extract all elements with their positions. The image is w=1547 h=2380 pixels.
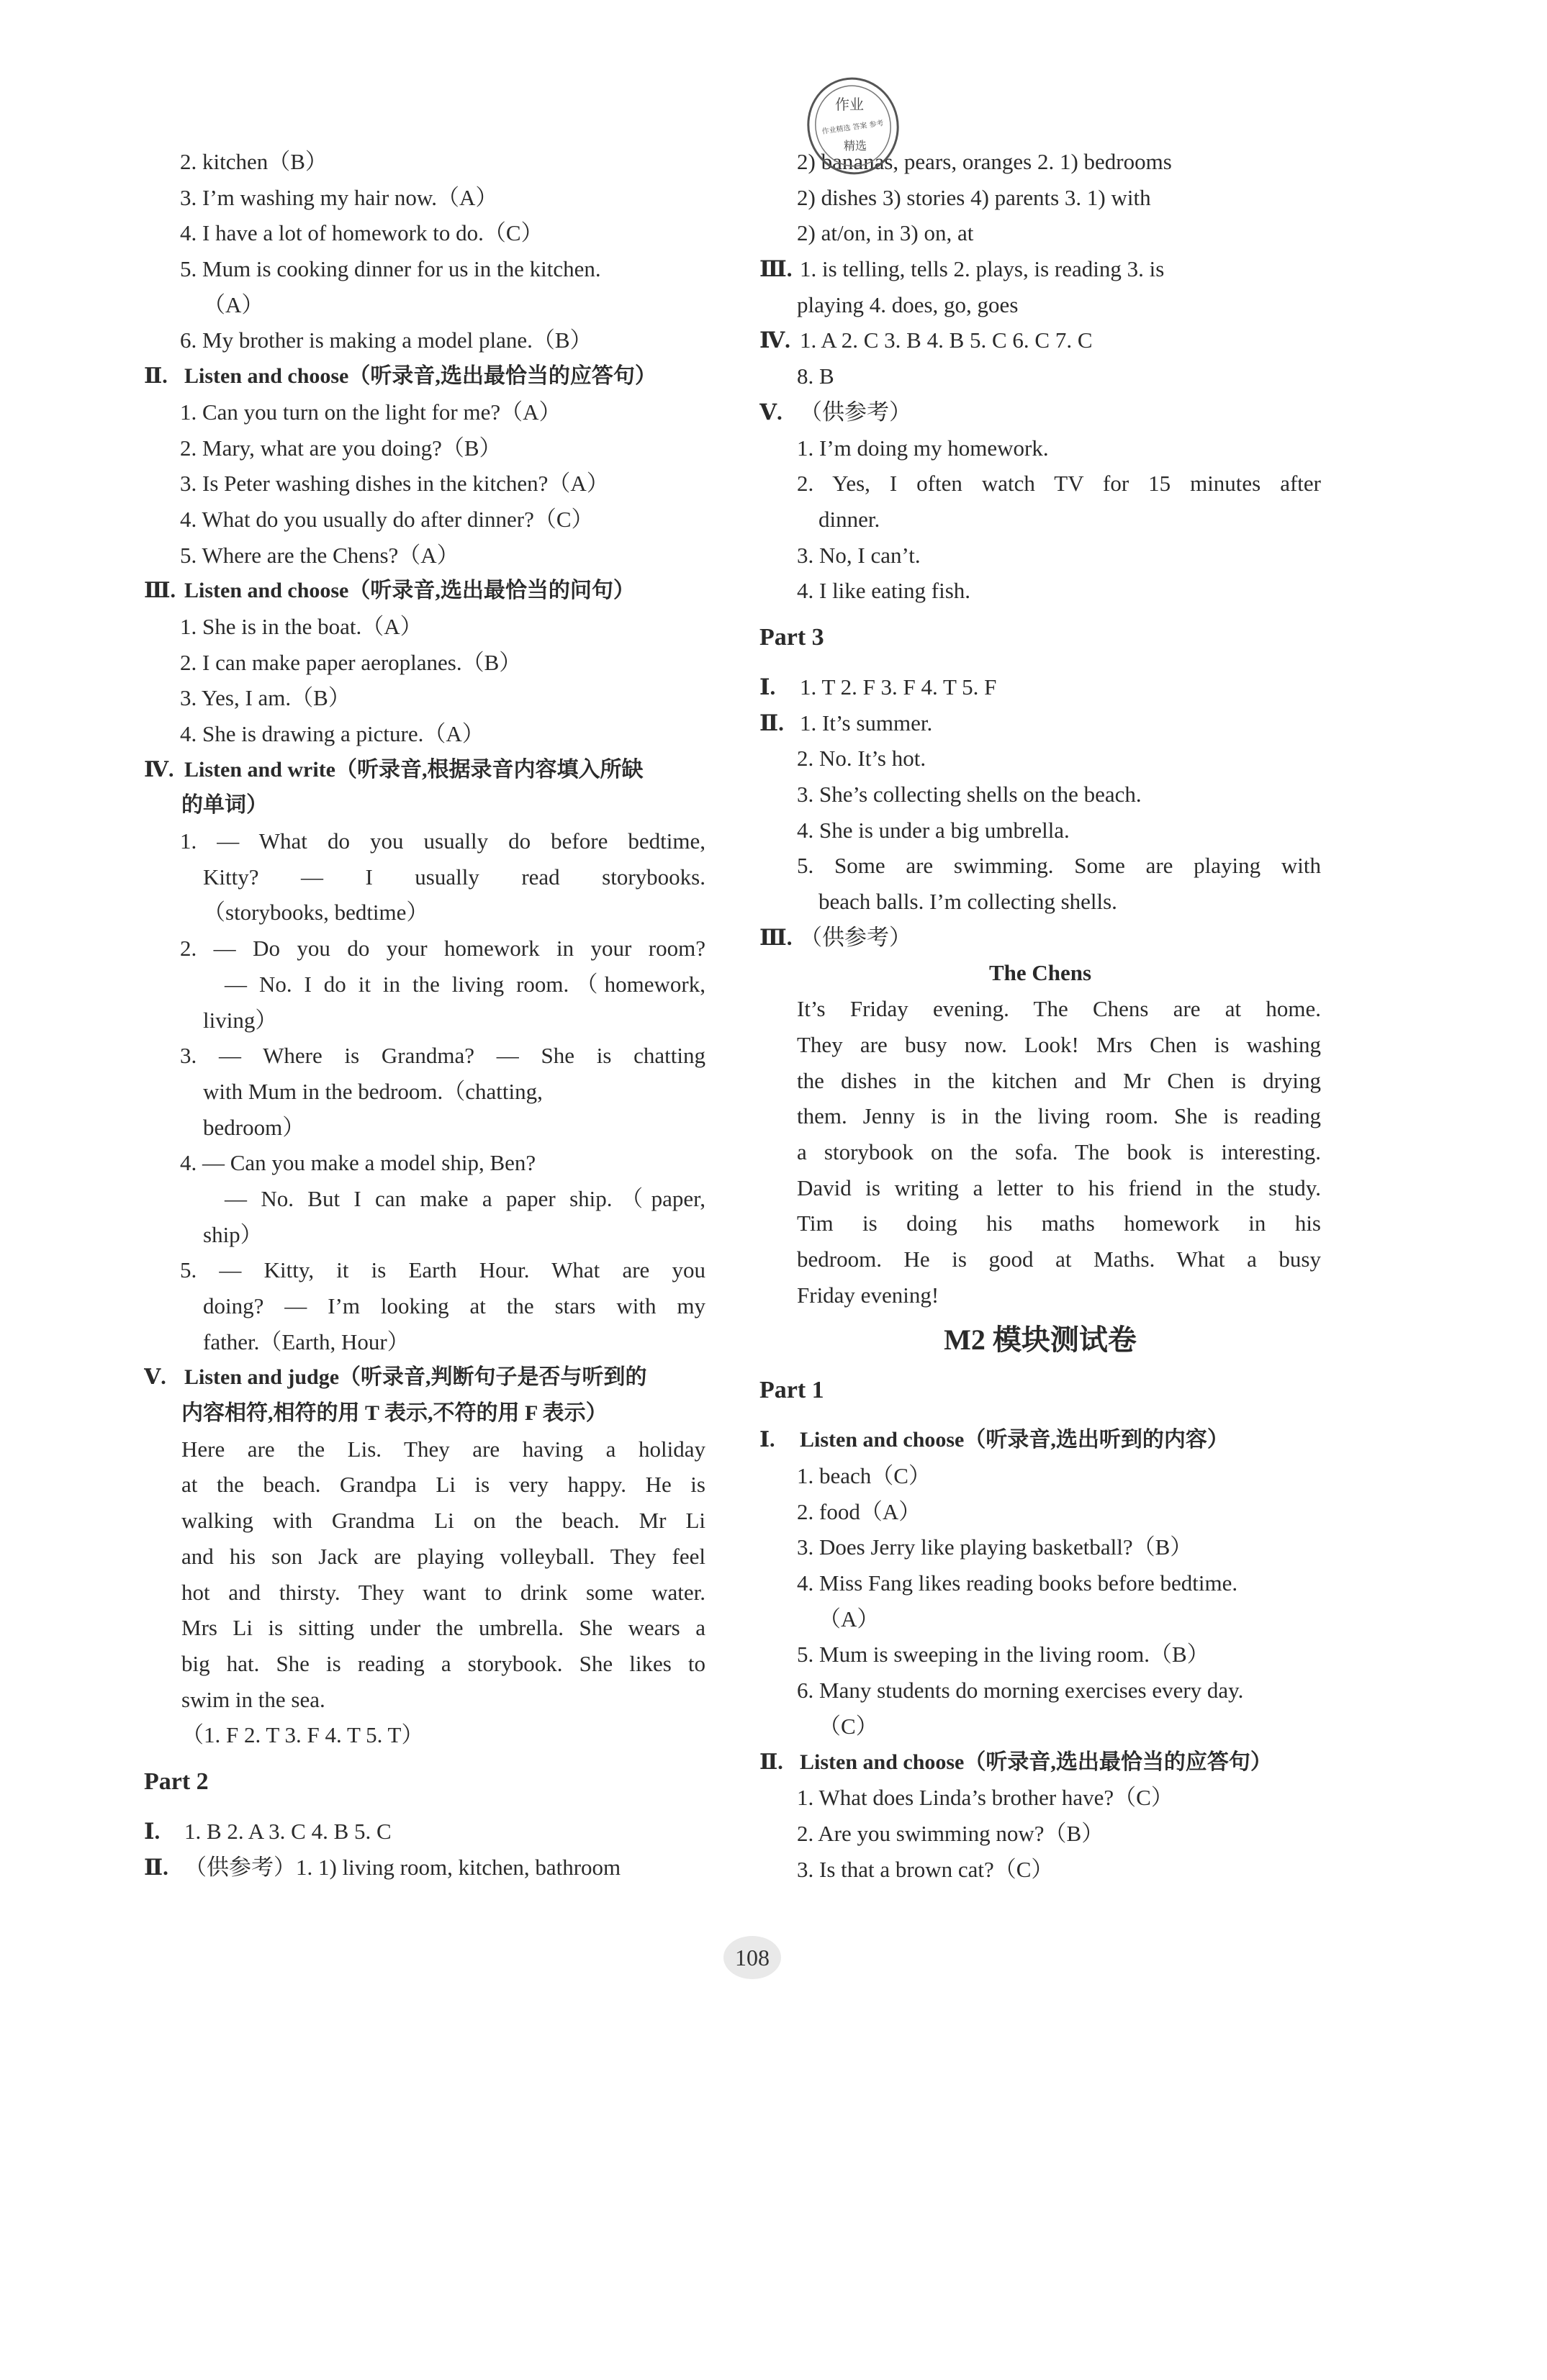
- line-text: 4. She is under a big umbrella.: [797, 817, 1070, 843]
- roman-numeral: Ⅲ.: [759, 924, 793, 950]
- line-text: 5. — Kitty, it is Earth Hour. What are you: [180, 1257, 705, 1283]
- line-text: 3. Is that a brown cat?（C）: [797, 1856, 1054, 1882]
- line-text: bedroom）: [203, 1114, 305, 1140]
- answer-line: [759, 466, 1321, 502]
- answer-line: [144, 823, 705, 859]
- roman-numeral: Ⅰ.: [759, 674, 776, 700]
- line-text: （storybooks, bedtime）: [203, 900, 429, 926]
- answer-line: [759, 251, 1321, 287]
- answer-line: [144, 1003, 705, 1039]
- line-text: doing? — I’m looking at the stars with my: [203, 1293, 705, 1318]
- line-text: Part 2: [144, 1768, 209, 1795]
- line-text: with Mum in the bedroom.（chatting,: [203, 1078, 543, 1104]
- line-text: 3. Is Peter washing dishes in the kitchen?（A）: [180, 471, 609, 497]
- line-text: 4. Miss Fang likes reading books before bedtime.: [797, 1570, 1238, 1596]
- answer-line: [759, 1027, 1321, 1063]
- answer-line: [759, 848, 1321, 884]
- answer-line: [759, 1241, 1321, 1277]
- section-title: [759, 1318, 1321, 1362]
- answer-line: [759, 955, 1321, 991]
- answer-line: [759, 741, 1321, 777]
- roman-numeral: Ⅱ.: [759, 1750, 783, 1774]
- answer-line: [144, 1288, 705, 1324]
- roman-numeral: Ⅲ.: [144, 579, 176, 603]
- roman-numeral: Ⅰ.: [759, 1428, 775, 1452]
- line-text: 2. I can make paper aeroplanes.（B）: [180, 649, 522, 675]
- answer-line: [759, 1494, 1321, 1530]
- line-text: and his son Jack are playing volleyball. They feel: [181, 1543, 705, 1569]
- roman-numeral: Ⅱ.: [759, 710, 784, 736]
- line-text: 2. No. It’s hot.: [797, 746, 926, 772]
- line-text: 1. — What do you usually do before bedtime,: [180, 828, 705, 854]
- answer-line: [144, 1110, 705, 1146]
- answer-line: [759, 884, 1321, 920]
- answer-line: [759, 1134, 1321, 1170]
- exercise-heading: [759, 1422, 1321, 1458]
- answer-line: [759, 1063, 1321, 1099]
- exercise-heading: [144, 787, 705, 823]
- part-heading: [759, 616, 1321, 659]
- answer-line: [144, 1814, 705, 1850]
- line-text: 1. B 2. A 3. C 4. B 5. C: [184, 1818, 392, 1844]
- line-text: 1. She is in the boat.（A）: [180, 613, 423, 639]
- answer-line: [759, 1852, 1321, 1888]
- roman-numeral: Ⅰ.: [144, 1818, 161, 1844]
- line-text: father.（Earth, Hour）: [203, 1329, 410, 1354]
- answer-line: [144, 609, 705, 645]
- line-text: 2. — Do you do your homework in your room?: [180, 936, 705, 961]
- line-text: playing 4. does, go, goes: [797, 291, 1019, 317]
- answer-line: [144, 1181, 705, 1217]
- answer-line: [144, 1682, 705, 1718]
- answer-line: [759, 1637, 1321, 1673]
- roman-numeral: Ⅴ.: [144, 1365, 166, 1390]
- part-heading: [144, 1760, 705, 1804]
- answer-line: [759, 358, 1321, 394]
- answer-line: [759, 1673, 1321, 1709]
- stamp-line-1: 作业: [835, 96, 864, 113]
- line-text: Part 1: [759, 1377, 824, 1404]
- line-text: Tim is doing his maths homework in his: [797, 1211, 1321, 1236]
- answer-line: [144, 1610, 705, 1646]
- line-text: Listen and choose（听录音,选出最恰当的应答句）: [184, 364, 657, 389]
- line-text: 2. Are you swimming now?（B）: [797, 1820, 1104, 1846]
- line-text: 3. Yes, I am.（B）: [180, 685, 351, 711]
- roman-numeral: Ⅱ.: [144, 1854, 168, 1880]
- stamp-line-3: 精选: [843, 139, 867, 153]
- line-text: swim in the sea.: [181, 1686, 325, 1712]
- answer-line: [759, 322, 1321, 358]
- answer-line: [759, 180, 1321, 216]
- answer-line: [144, 251, 705, 287]
- answer-line: [759, 538, 1321, 574]
- answer-line: [144, 1503, 705, 1539]
- answer-line: [759, 1170, 1321, 1206]
- line-text: Listen and write（听录音,根据录音内容填入所缺: [184, 757, 644, 782]
- left-column: [144, 144, 705, 1885]
- line-text: 5. Mum is cooking dinner for us in the kitchen.: [180, 256, 601, 282]
- answer-line: [144, 1145, 705, 1181]
- line-text: （供参考）: [800, 924, 911, 950]
- answer-line: [144, 538, 705, 574]
- line-text: 1. Can you turn on the light for me?（A）: [180, 399, 561, 425]
- line-text: bedroom. He is good at Maths. What a busy: [797, 1246, 1321, 1272]
- roman-numeral: Ⅴ.: [759, 399, 782, 425]
- line-text: 内容相符,相符的用 T 表示,不符的用 F 表示）: [181, 1401, 608, 1426]
- answer-line: [759, 1816, 1321, 1852]
- line-text: big hat. She is reading a storybook. She likes to: [181, 1650, 705, 1676]
- answer-line: [759, 1098, 1321, 1134]
- line-text: 2. Mary, what are you doing?（B）: [180, 435, 502, 461]
- line-text: 4. What do you usually do after dinner?（C）: [180, 506, 594, 532]
- answer-line: [144, 1217, 705, 1253]
- exercise-heading: [144, 1359, 705, 1395]
- line-text: （供参考）1. 1) living room, kitchen, bathroom: [184, 1854, 621, 1880]
- line-text: a storybook on the sofa. The book is interesting.: [797, 1139, 1321, 1164]
- line-text: （A）: [818, 1606, 880, 1632]
- answer-line: [759, 920, 1321, 956]
- line-text: 3. Does Jerry like playing basketball?（B）: [797, 1534, 1193, 1560]
- answer-line: [759, 1601, 1321, 1637]
- answer-line: [759, 705, 1321, 741]
- line-text: It’s Friday evening. The Chens are at home.: [797, 996, 1321, 1022]
- answer-line: [144, 287, 705, 323]
- line-text: 8. B: [797, 363, 834, 389]
- answer-line: [759, 573, 1321, 609]
- line-text: 4. — Can you make a model ship, Ben?: [180, 1150, 536, 1176]
- line-text: 4. I like eating fish.: [797, 578, 971, 604]
- answer-line: [144, 1575, 705, 1611]
- answer-line: [759, 215, 1321, 251]
- answer-line: [144, 1717, 705, 1753]
- line-text: （A）: [203, 291, 264, 317]
- answer-line: [144, 394, 705, 430]
- line-text: ship）: [203, 1221, 263, 1247]
- line-text: Here are the Lis. They are having a holiday: [181, 1436, 705, 1462]
- answer-line: [759, 1277, 1321, 1313]
- line-text: — No. But I can make a paper ship.（paper,: [225, 1185, 705, 1211]
- line-text: 2) dishes 3) stories 4) parents 3. 1) with: [797, 184, 1151, 210]
- exercise-heading: [144, 752, 705, 788]
- answer-line: [144, 716, 705, 752]
- line-text: 6. My brother is making a model plane.（B）: [180, 327, 592, 353]
- answer-line: [144, 1646, 705, 1682]
- line-text: 的单词）: [181, 793, 268, 818]
- answer-line: [144, 859, 705, 895]
- line-text: 5. Some are swimming. Some are playing with: [797, 853, 1321, 879]
- line-text: 3. She’s collecting shells on the beach.: [797, 782, 1142, 807]
- answer-line: [144, 430, 705, 466]
- line-text: at the beach. Grandpa Li is very happy. He is: [181, 1472, 705, 1498]
- line-text: They are busy now. Look! Mrs Chen is washing: [797, 1031, 1321, 1057]
- answer-line: [144, 895, 705, 931]
- answer-line: [759, 1780, 1321, 1816]
- line-text: 3. — Where is Grandma? — She is chatting: [180, 1043, 705, 1069]
- line-text: 1. It’s summer.: [800, 710, 933, 736]
- answer-line: [144, 1467, 705, 1503]
- answer-line: [759, 1709, 1321, 1745]
- answer-line: [759, 813, 1321, 849]
- line-text: Listen and choose（听录音,选出听到的内容）: [800, 1428, 1229, 1452]
- answer-line: [144, 967, 705, 1003]
- answer-line: [759, 394, 1321, 430]
- line-text: 2. kitchen（B）: [180, 149, 328, 174]
- answer-line: [759, 287, 1321, 323]
- line-text: 1. is telling, tells 2. plays, is reading 3. is: [800, 256, 1165, 282]
- roman-numeral: Ⅱ.: [144, 364, 168, 389]
- right-column: [759, 144, 1321, 1887]
- line-text: 1. What does Linda’s brother have?（C）: [797, 1785, 1173, 1811]
- answer-line: [759, 1205, 1321, 1241]
- line-text: 2) at/on, in 3) on, at: [797, 220, 974, 246]
- line-text: （C）: [818, 1713, 878, 1739]
- answer-line: [759, 502, 1321, 538]
- line-text: 1. A 2. C 3. B 4. B 5. C 6. C 7. C: [800, 327, 1093, 353]
- answer-line: [759, 1458, 1321, 1494]
- line-text: hot and thirsty. They want to drink some water.: [181, 1579, 705, 1605]
- line-text: Listen and choose（听录音,选出最恰当的问句）: [184, 579, 635, 603]
- exercise-heading: [144, 358, 705, 394]
- answer-line: [759, 1529, 1321, 1565]
- answer-line: [759, 991, 1321, 1027]
- answer-line: [144, 1252, 705, 1288]
- answer-line: [144, 1038, 705, 1074]
- line-text: them. Jenny is in the living room. She is reading: [797, 1103, 1321, 1129]
- answer-line: [144, 1539, 705, 1575]
- answer-line: [144, 1074, 705, 1110]
- line-text: Kitty? — I usually read storybooks.: [203, 864, 705, 890]
- line-text: 4. She is drawing a picture.（A）: [180, 721, 484, 746]
- line-text: 1. T 2. F 3. F 4. T 5. F: [800, 674, 997, 700]
- line-text: 2) bananas, pears, oranges 2. 1) bedrooms: [797, 149, 1172, 174]
- line-text: walking with Grandma Li on the beach. Mr Li: [181, 1508, 705, 1534]
- answer-line: [144, 215, 705, 251]
- line-text: 1. I’m doing my homework.: [797, 435, 1049, 461]
- line-text: 2. Yes, I often watch TV for 15 minutes after: [797, 471, 1321, 497]
- line-text: Mrs Li is sitting under the umbrella. She wears a: [181, 1615, 705, 1641]
- line-text: 5. Mum is sweeping in the living room.（B）: [797, 1642, 1209, 1668]
- answer-line: [759, 777, 1321, 813]
- line-text: 5. Where are the Chens?（A）: [180, 542, 459, 568]
- roman-numeral: Ⅳ.: [144, 757, 174, 782]
- exercise-heading: [144, 573, 705, 609]
- line-text: the dishes in the kitchen and Mr Chen is drying: [797, 1067, 1321, 1093]
- answer-line: [759, 430, 1321, 466]
- exercise-heading: [759, 1745, 1321, 1781]
- line-text: dinner.: [818, 506, 880, 532]
- answer-line: [144, 680, 705, 716]
- line-text: living）: [203, 1007, 278, 1033]
- line-text: M2 模块测试卷: [944, 1324, 1137, 1357]
- homework-stamp-icon: [799, 72, 907, 180]
- page-number: 108: [723, 1936, 781, 1979]
- line-text: 2. food（A）: [797, 1498, 921, 1524]
- line-text: Part 3: [759, 623, 824, 651]
- answer-line: [144, 144, 705, 180]
- answer-line: [144, 502, 705, 538]
- answer-line: [144, 1324, 705, 1360]
- line-text: 3. No, I can’t.: [797, 542, 921, 568]
- answer-line: [144, 1431, 705, 1467]
- line-text: 6. Many students do morning exercises every day.: [797, 1678, 1244, 1703]
- answer-line: [144, 322, 705, 358]
- stamp-line-2: 作业精选 答案 参考: [821, 119, 885, 136]
- line-text: — No. I do it in the living room.（homework,: [225, 971, 705, 997]
- line-text: （1. F 2. T 3. F 4. T 5. T）: [181, 1722, 424, 1748]
- line-text: Friday evening!: [797, 1282, 939, 1308]
- answer-line: [759, 669, 1321, 705]
- line-text: 3. I’m washing my hair now.（A）: [180, 184, 498, 210]
- answer-line: [144, 645, 705, 681]
- line-text: 1. beach（C）: [797, 1463, 931, 1488]
- line-text: 4. I have a lot of homework to do.（C）: [180, 220, 544, 246]
- line-text: The Chens: [988, 960, 1092, 986]
- roman-numeral: Ⅳ.: [759, 327, 790, 353]
- part-heading: [759, 1369, 1321, 1412]
- line-text: David is writing a letter to his friend in the study.: [797, 1175, 1321, 1200]
- answer-line: [144, 931, 705, 967]
- answer-line: [144, 180, 705, 216]
- answer-line: [144, 1850, 705, 1886]
- answer-line: [144, 466, 705, 502]
- line-text: （供参考）: [800, 399, 911, 425]
- line-text: Listen and choose（听录音,选出最恰当的应答句）: [800, 1750, 1272, 1774]
- roman-numeral: Ⅲ.: [759, 256, 793, 282]
- exercise-heading: [144, 1395, 705, 1431]
- answer-line: [759, 1565, 1321, 1601]
- line-text: Listen and judge（听录音,判断句子是否与听到的: [184, 1365, 647, 1390]
- line-text: beach balls. I’m collecting shells.: [818, 889, 1117, 915]
